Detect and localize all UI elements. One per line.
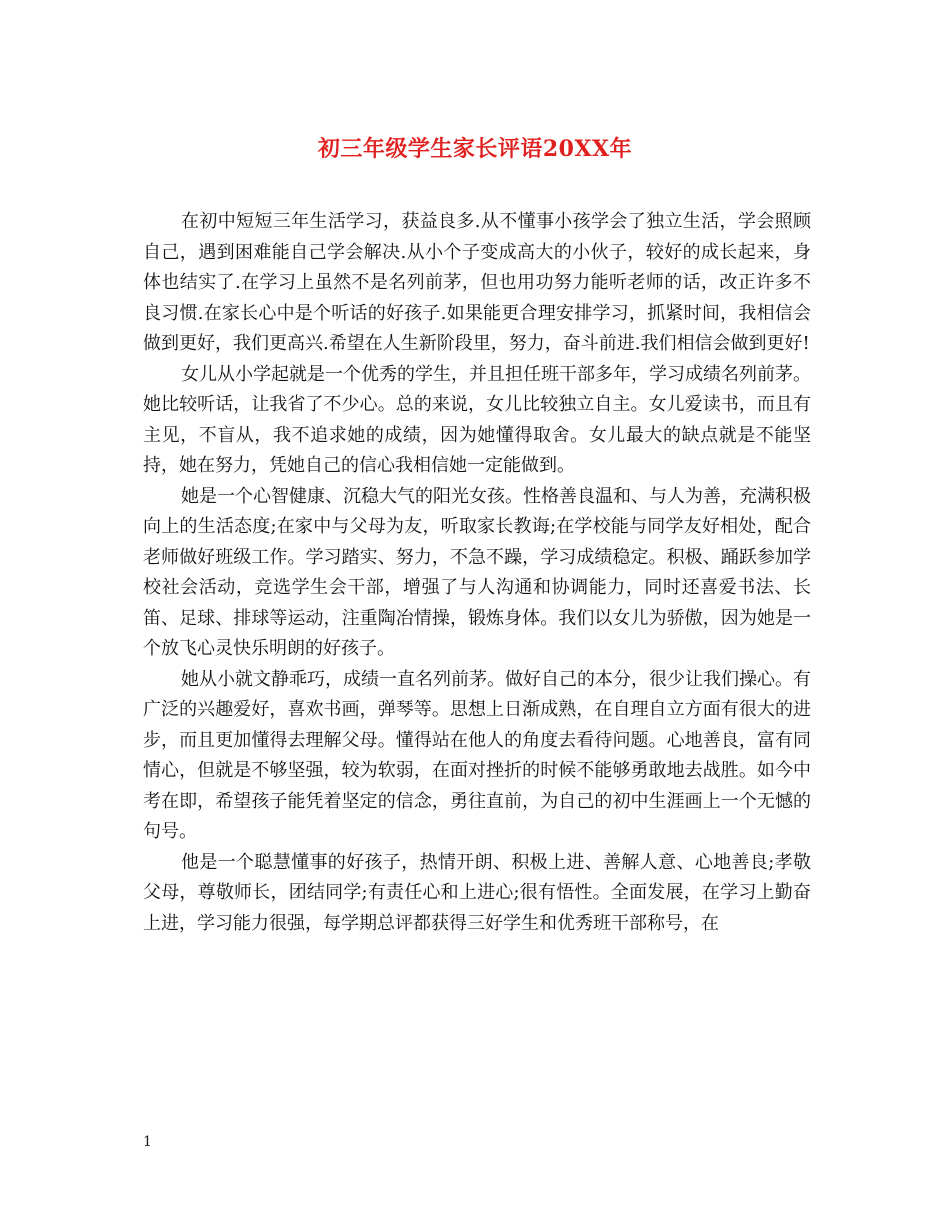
document-body bbox=[143, 207, 811, 939]
paragraph-2: 女儿从小学起就是一个优秀的学生，并且担任班干部多年，学习成绩名列前茅。她比较听话，让我省了不少心。总的来说，女儿比较独立自主。女儿爱读书，而且有主见，不盲从，我不追求她的成绩，因为她懂得取舍。女儿最大的缺点就是不能坚持，她在努力，凭她自己的信心我相信她一定能做到。 bbox=[143, 363, 811, 476]
page-number: 1 bbox=[143, 1134, 152, 1150]
document-title: 初三年级学生家长评语20XX年 bbox=[317, 136, 633, 162]
paragraph-3: 她是一个心智健康、沉稳大气的阳光女孩。性格善良温和、与人为善，充满积极向上的生活态度;在家中与父母为友，听取家长教诲;在学校能与同学友好相处，配合老师做好班级工作。学习踏实、努力，不急不躁，学习成绩稳定。积极、踊跃参加学校社会活动，竞选学生会干部，增强了与人沟通和协调能力，同时还喜爱书法、长笛、足球、排球等运动，注重陶冶情操，锻炼身体。我们以女儿为骄傲，因为她是一个放飞心灵快乐明朗的好孩子。 bbox=[143, 485, 811, 659]
paragraph-4: 她从小就文静乖巧，成绩一直名列前茅。做好自己的本分，很少让我们操心。有广泛的兴趣爱好，喜欢书画，弹琴等。思想上日渐成熟，在自理自立方面有很大的进步，而且更加懂得去理解父母。懂得站在他人的角度去看待问题。心地善良，富有同情心，但就是不够坚强，较为软弱，在面对挫折的时候不能够勇敢地去战胜。如今中考在即，希望孩子能凭着坚定的信念，勇往直前，为自己的初中生涯画上一个无憾的句号。 bbox=[143, 668, 811, 842]
paragraph-1: 在初中短短三年生活学习，获益良多.从不懂事小孩学会了独立生活，学会照顾自己，遇到困难能自己学会解决.从小个子变成高大的小伙子，较好的成长起来，身体也结实了.在学习上虽然不是名列前茅，但也用功努力能听老师的话，改正许多不良习惯.在家长心中是个听话的好孩子.如果能更合理安排学习，抓紧时间，我相信会做到更好，我们更高兴.希望在人生新阶段里，努力，奋斗前进.我们相信会做到更好! bbox=[143, 211, 811, 354]
paragraph-5: 他是一个聪慧懂事的好孩子，热情开朗、积极上进、善解人意、心地善良;孝敬父母，尊敬师长，团结同学;有责任心和上进心;很有悟性。全面发展，在学习上勤奋上进，学习能力很强，每学期总评都获得三好学生和优秀班干部称号，在 bbox=[143, 851, 811, 934]
